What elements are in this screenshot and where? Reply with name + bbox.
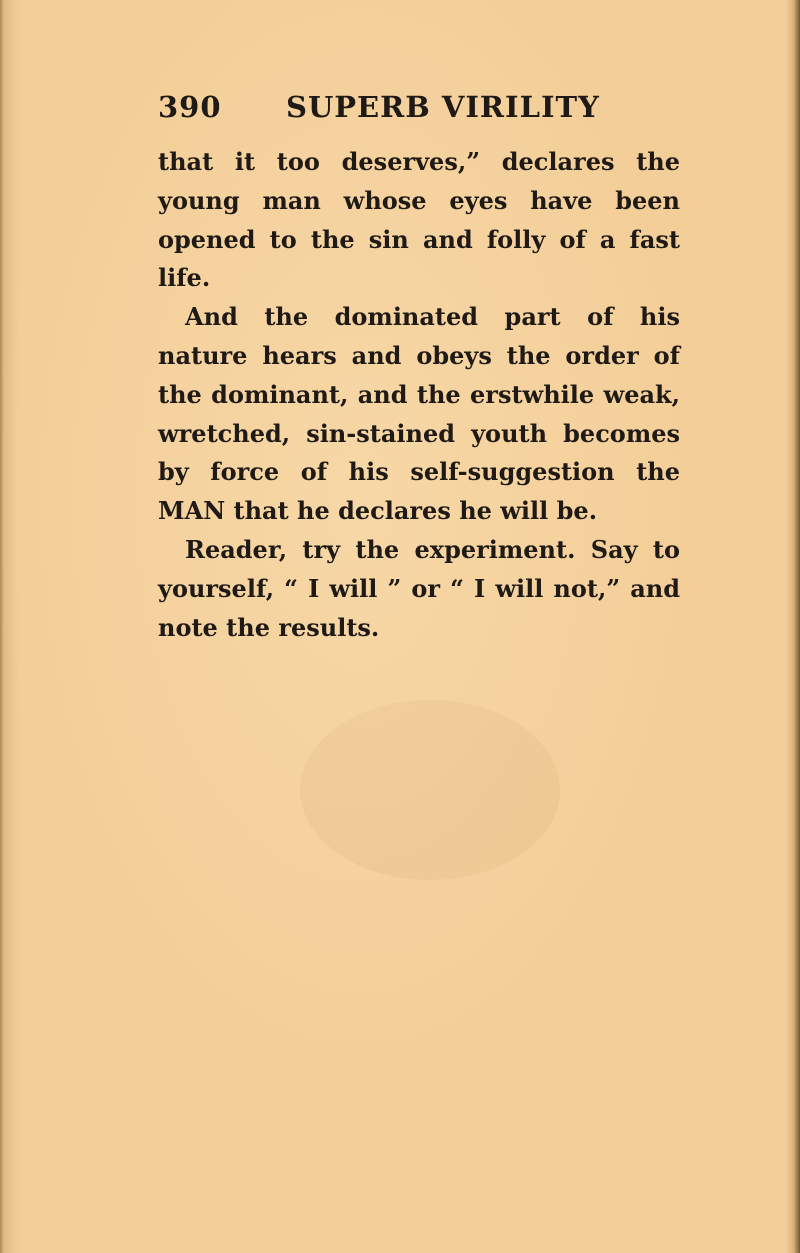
- paragraph: Reader, try the experiment. Say to yourself, “ I will ” or “ I will not,” and note the results.: [158, 534, 680, 642]
- page-header: [158, 90, 678, 126]
- page-edge: [794, 0, 800, 1253]
- page-gutter-shadow: [0, 0, 4, 1253]
- paper-stain: [300, 700, 560, 880]
- body-text: [158, 143, 680, 647]
- paragraph: that it too deserves,” declares the young man whose eyes have been opened to the sin and folly of a fast life.: [158, 147, 680, 293]
- running-title: SUPERB VIRILITY: [286, 90, 600, 124]
- paragraph: And the dominated part of his nature hears and obeys the order of the dominant, and the erstwhile weak, wretched, sin-stained youth becomes by force of his self-suggestion the MAN that he declares he will be.: [158, 302, 680, 526]
- page-number: 390: [158, 90, 222, 124]
